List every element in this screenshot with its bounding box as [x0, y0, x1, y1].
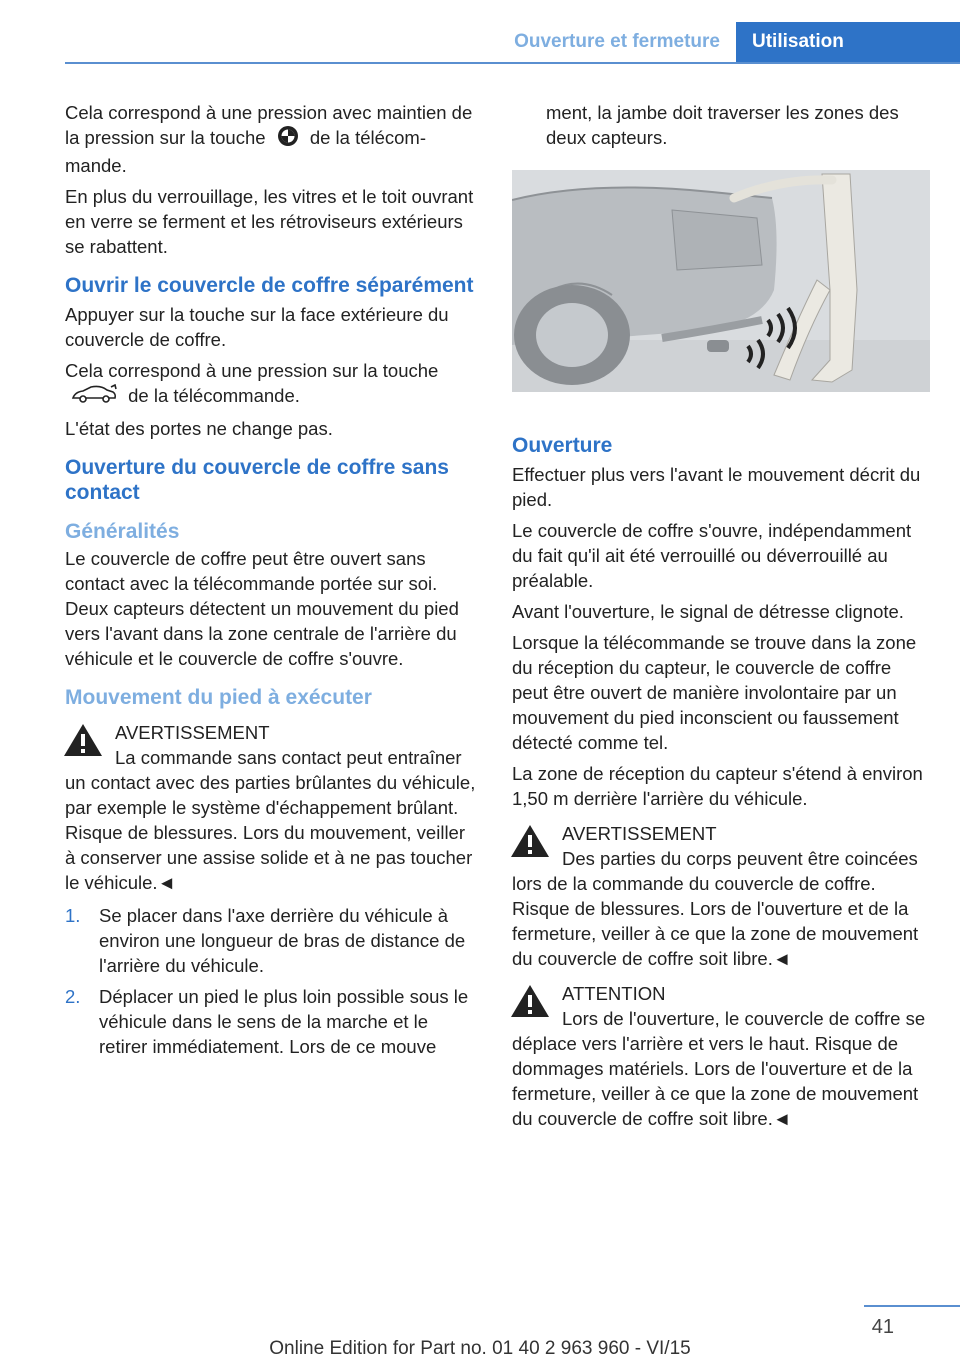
- left-column: [65, 100, 477, 1065]
- warning-triangle-icon: [63, 722, 103, 758]
- heading-ouvrir-coffre: Ouvrir le couvercle de coffre séparément: [65, 274, 474, 298]
- paragraph: Le couvercle de coffre peut être ouvert sans contact avec la télécommande portée sur soi. Deux capteurs détectent un mouvement du pied vers l'avant dans la zone centrale de l'arrière du véhicule et le couvercle de coffre s'ouvre.: [65, 548, 459, 670]
- footer-edition: Online Edition for Part no. 01 40 2 963 960 - VI/15: [269, 1338, 691, 1359]
- paragraph: Lorsque la télécommande se trouve dans la zone du réception du capteur, le couvercle de coffre peut être ouvert de manière involontaire par un mouvement du pied inconscient ou faussement détecté comme tel.: [512, 632, 917, 753]
- attention-body: Lors de l'ouverture, le couvercle de coffre se déplace vers l'arrière et vers le haut. Risque de dommages matériels. Lors de l'ouverture et de la fermeture, veiller à ce que la zone de mouvement du couvercle de coffre soit libre.◄: [512, 1008, 926, 1129]
- paragraph: L'état des portes ne change pas.: [65, 418, 333, 440]
- paragraph: ment, la jambe doit traverser les zones des deux capteurs.: [546, 102, 899, 148]
- warning-block: [512, 821, 930, 971]
- heading-sans-contact: Ouverture du couvercle de coffre sans contact: [65, 456, 449, 505]
- footer-rule: [864, 1305, 960, 1307]
- attention-title: ATTENTION: [562, 983, 666, 1004]
- paragraph: Le couvercle de coffre s'ouvre, indépendamment du fait qu'il ait été verrouillé ou déverrouillé au préalable.: [512, 520, 912, 591]
- list-item: 1. Se placer dans l'axe derrière du véhicule à environ une longueur de bras de distance de l'arrière du véhicule.: [65, 905, 466, 977]
- header-rule: [65, 62, 960, 64]
- paragraph: Appuyer sur la touche sur la face extérieure du couvercle de coffre.: [65, 304, 449, 351]
- warning-title: AVERTISSEMENT: [562, 823, 717, 844]
- paragraph: Cela correspond à une pression avec maintien de la pression sur la touche de la télécommande.: [65, 102, 473, 177]
- foot-movement-illustration: [512, 170, 930, 392]
- warning-body: Des parties du corps peuvent être coincées lors de la commande du couvercle de coffre. Risque de blessures. Lors de l'ouverture et de la fermeture, veiller à ce que la zone de mouvement du couvercle de coffre soit libre.◄: [512, 848, 919, 969]
- warning-triangle-icon: [510, 983, 550, 1019]
- header-section-title: Ouverture et fermeture: [514, 31, 720, 52]
- paragraph: Cela correspond à une pression sur la touche de la télécommande.: [65, 358, 477, 410]
- list-item: 2. Déplacer un pied le plus loin possible sous le véhicule dans le sens de la marche et le retirer immédiatement. Lors de ce mouve: [65, 986, 469, 1058]
- paragraph: Avant l'ouverture, le signal de détresse clignote.: [512, 601, 904, 622]
- heading-ouverture: Ouverture: [512, 434, 613, 457]
- steps-list: [65, 903, 477, 1059]
- paragraph: Effectuer plus vers l'avant le mouvement décrit du pied.: [512, 464, 921, 510]
- car-trunk-key-icon: [71, 384, 117, 410]
- heading-generalites: Généralités: [65, 520, 180, 544]
- heading-mouvement: Mouvement du pied à exécuter: [65, 686, 372, 710]
- right-column: [512, 100, 930, 1137]
- warning-body: La commande sans contact peut entraîner un contact avec des parties brûlantes du véhicule, par exemple le système d'échappement brûlant. Risque de blessures. Lors du mouvement, veiller à conserver une assise solide et à ne pas toucher le véhicule.◄: [65, 747, 476, 894]
- bmw-logo-key-icon: [277, 125, 299, 153]
- header-chapter-tab: Utilisation: [736, 22, 960, 62]
- warning-title: AVERTISSEMENT: [115, 722, 270, 744]
- warning-block: [65, 720, 477, 895]
- attention-block: [512, 981, 930, 1131]
- page-number: 41: [871, 1316, 894, 1338]
- paragraph: En plus du verrouillage, les vitres et le toit ouvrant en verre se ferment et les rétroviseurs extérieurs se rabattent.: [65, 186, 474, 258]
- paragraph: La zone de réception du capteur s'étend à environ 1,50 m derrière l'arrière du véhicule.: [512, 763, 923, 809]
- warning-triangle-icon: [510, 823, 550, 859]
